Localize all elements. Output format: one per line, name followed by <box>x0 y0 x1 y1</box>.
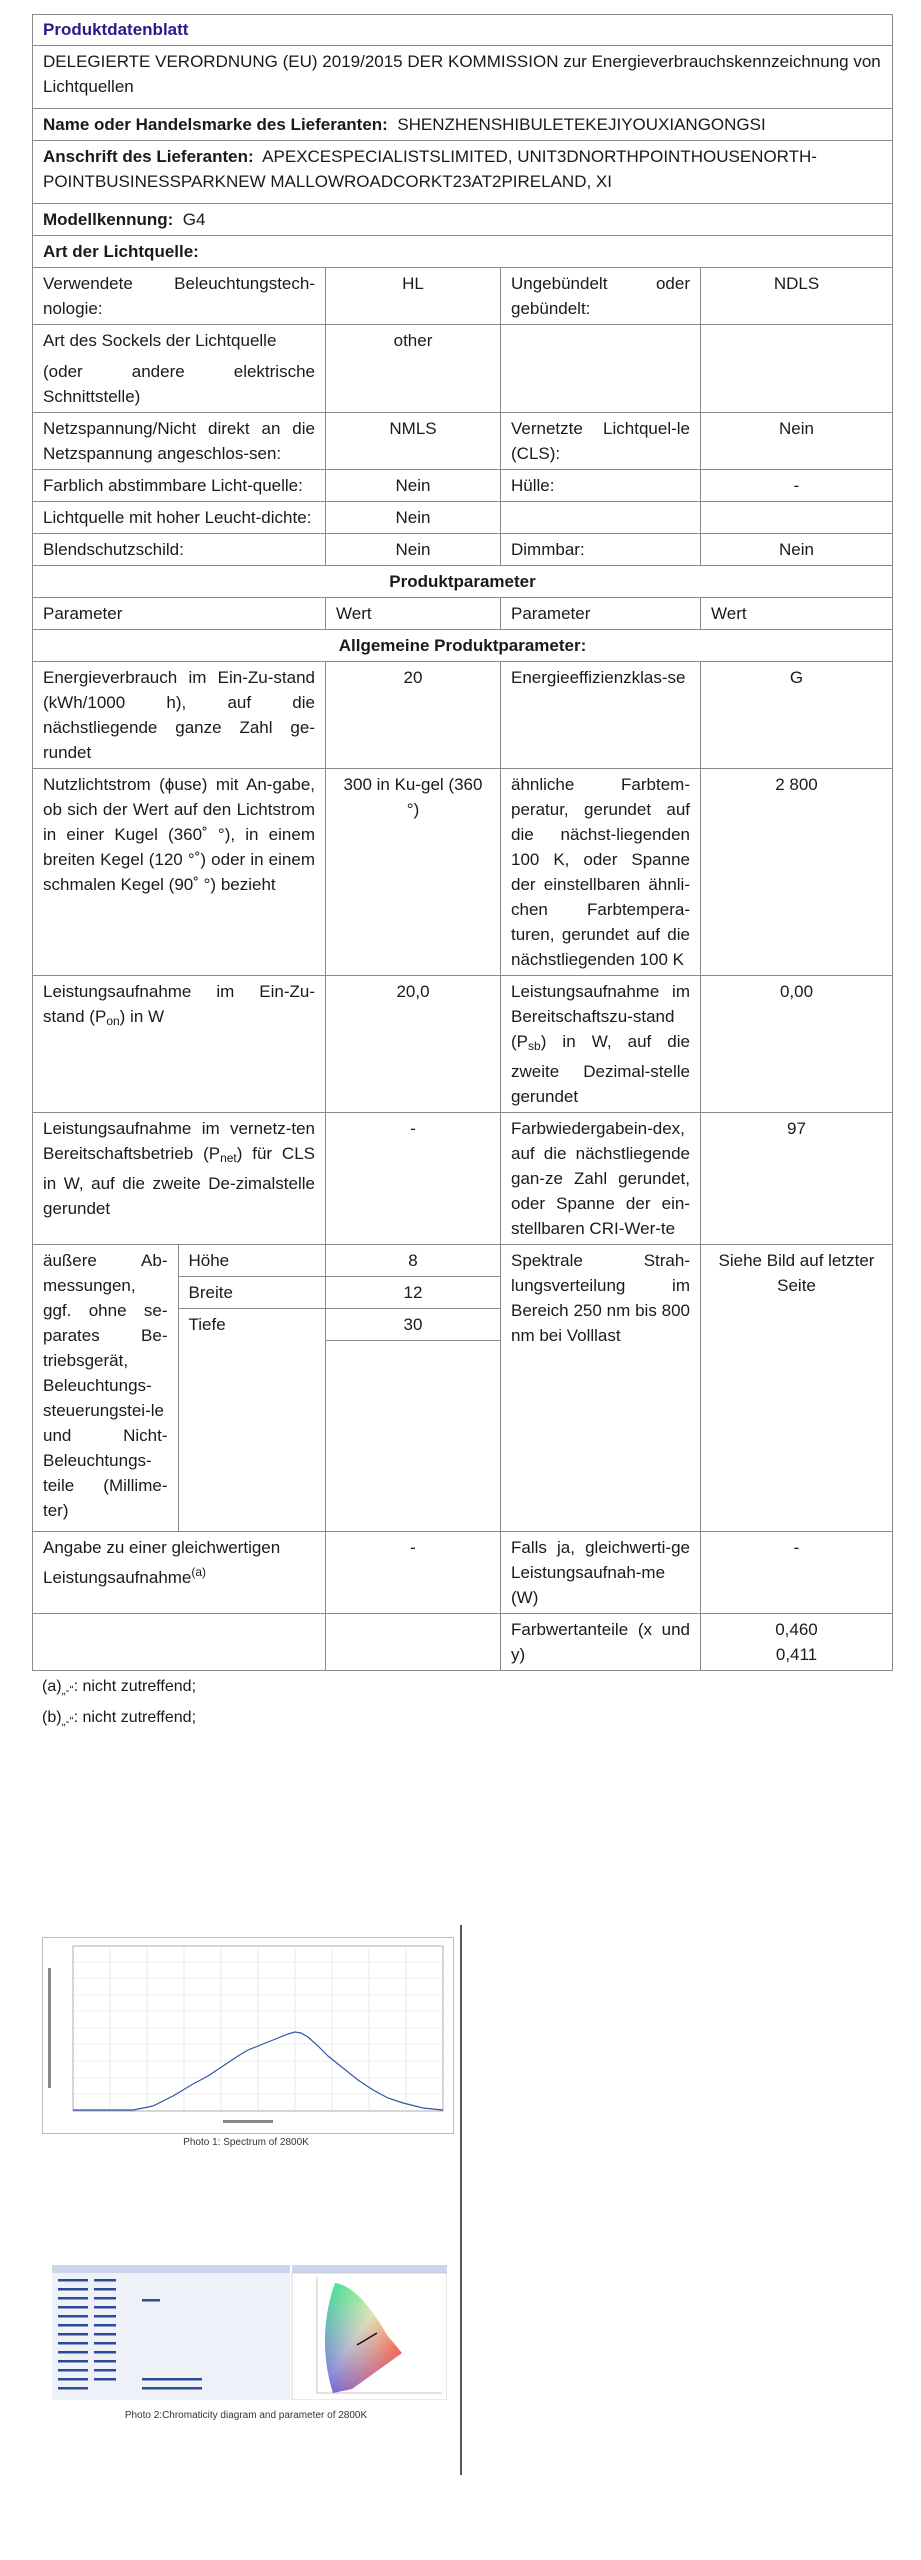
flux-row <box>33 769 893 976</box>
equivalent-footnote-mark: (a) <box>191 1565 207 1579</box>
spectrum-caption: Photo 1: Spectrum of 2800K <box>183 2137 309 2148</box>
pon-label-unit: ) in W <box>119 1007 165 1026</box>
cri-value: 97 <box>701 1113 893 1245</box>
equivalent-row <box>33 1532 893 1614</box>
model-row <box>33 204 893 236</box>
footnote-b-mark: (b) <box>42 1709 62 1726</box>
footnote-b-dash: „-“ <box>61 1714 74 1728</box>
mains-label: Netzspannung/Nicht direkt an die Netzspannung angeschlos-sen: <box>33 413 326 470</box>
spectral-label: Spektrale Strah-lungsverteilung im Bereich 250 nm bis 800 nm bei Volllast <box>501 1245 701 1532</box>
tech-value: HL <box>326 268 501 325</box>
socket-row <box>33 325 893 413</box>
empty-cell <box>326 1614 501 1671</box>
height-label: Höhe <box>178 1245 326 1277</box>
envelope-value: - <box>701 470 893 502</box>
width-label: Breite <box>178 1277 326 1309</box>
psb-label-text: Leistungsaufnahme im Bereitschaftszu-stand (P <box>511 982 690 1051</box>
empty-cell <box>501 502 701 534</box>
socket-label-line1: Art des Sockels der Lichtquelle <box>43 331 277 350</box>
pnet-row <box>33 1113 893 1245</box>
energy-class-label: Energieeffizienzklas-se <box>501 662 701 769</box>
address-label: Anschrift des Lieferanten: <box>43 147 254 166</box>
socket-label-line2: (oder andere elektrische Schnittstelle) <box>43 362 315 406</box>
regulation-text: DELEGIERTE VERORDNUNG (EU) 2019/2015 DER KOMMISSION zur Energieverbrauchskennzeichnung von Lichtquellen <box>33 46 893 109</box>
equivalent-label-text: Angabe zu einer gleichwertigen Leistungsaufnahme <box>43 1538 281 1587</box>
tech-row <box>33 268 893 325</box>
col-header-parameter: Parameter <box>33 598 326 630</box>
cri-label: Farbwiedergabein-dex, auf die nächstliegende gan-ze Zahl gerundet, oder Spanne der ein-stellbaren CRI-Wer-te <box>501 1113 701 1245</box>
column-header-row <box>33 598 893 630</box>
depth-label: Tiefe <box>188 1315 226 1334</box>
chromaticity-diagram-image <box>52 2265 447 2400</box>
color-label: Farblich abstimmbare Licht-quelle: <box>33 470 326 502</box>
psb-label <box>501 976 701 1113</box>
chromaticity-x: 0,460 <box>775 1620 818 1639</box>
dimensions-row <box>33 1245 893 1532</box>
energy-class-value: G <box>701 662 893 769</box>
chromaticity-caption: Photo 2:Chromaticity diagram and parameter of 2800K <box>124 2410 368 2421</box>
antiglare-label: Blendschutzschild: <box>33 534 326 566</box>
chromaticity-row <box>33 1614 893 1671</box>
socket-value: other <box>326 325 501 413</box>
cls-label: Vernetzte Lichtquel-le (CLS): <box>501 413 701 470</box>
envelope-label: Hülle: <box>501 470 701 502</box>
energy-label: Energieverbrauch im Ein-Zu-stand (kWh/1000 h), auf die nächstliegende ganze Zahl ge-rundet <box>33 662 326 769</box>
footnote-b-text: : nicht zutreffend; <box>73 1709 197 1726</box>
cct-label: ähnliche Farbtem-peratur, gerundet auf die nächst-liegenden 100 K, oder Spanne der einstellbaren ähnli-chen Farbtempera-turen, gerundet auf die nächstliegenden 100 K <box>501 769 701 976</box>
empty-cell <box>701 502 893 534</box>
pon-subscript: on <box>106 1014 120 1028</box>
psb-label-unit: ) in W, auf die zweite Dezimal-stelle gerundet <box>511 1032 690 1106</box>
psb-value: 0,00 <box>701 976 893 1113</box>
spectral-value: Siehe Bild auf letzter Seite <box>701 1245 893 1532</box>
dimensions-cell <box>33 1245 326 1532</box>
page-title: Produktdatenblatt <box>33 15 893 46</box>
tech-label: Verwendete Beleuchtungstech-nologie: <box>33 268 326 325</box>
col-header-value: Wert <box>701 598 893 630</box>
pon-label-text: Leistungsaufnahme im Ein-Zu-stand (P <box>43 982 315 1026</box>
dimensions-values <box>326 1245 501 1532</box>
light-source-type-label: Art der Lichtquelle: <box>33 236 893 268</box>
socket-label <box>33 325 326 413</box>
pnet-label <box>33 1113 326 1245</box>
flux-value: 300 in Ku-gel (360 °) <box>326 769 501 976</box>
product-data-sheet <box>32 14 892 1733</box>
pnet-subscript: net <box>220 1151 237 1165</box>
width-value: 12 <box>326 1277 500 1309</box>
footnote-a-text: : nicht zutreffend; <box>73 1678 197 1695</box>
section-title: Produktparameter <box>33 566 893 598</box>
pnet-label-text: Leistungsaufnahme im vernetz-ten Bereitschaftsbetrieb (P <box>43 1119 315 1163</box>
dimmable-value: Nein <box>701 534 893 566</box>
address-row <box>33 141 893 204</box>
supplier-value: SHENZHENSHIBULETEKEJIYOUXIANGONGSI <box>397 115 766 134</box>
color-value: Nein <box>326 470 501 502</box>
depth-value: 30 <box>326 1309 500 1341</box>
equivalent-label <box>33 1532 326 1614</box>
pon-label <box>33 976 326 1113</box>
footnote-a <box>42 1675 892 1702</box>
chromaticity-label: Farbwertanteile (x und y) <box>501 1614 701 1671</box>
empty-cell <box>33 1614 326 1671</box>
footnote-b <box>42 1706 892 1733</box>
chromaticity-y: 0,411 <box>775 1645 818 1664</box>
empty-cell <box>701 325 893 413</box>
antiglare-value: Nein <box>326 534 501 566</box>
header-table <box>32 14 893 268</box>
energy-value: 20 <box>326 662 501 769</box>
energy-row <box>33 662 893 769</box>
bundled-label: Ungebündelt oder gebündelt: <box>501 268 701 325</box>
mains-row <box>33 413 893 470</box>
address-value: APEXCESPECIALISTSLIMITED, UNIT3DNORTHPOINTHOUSENORTH-POINTBUSINESSPARKNEW MALLOWROADCORKT23AT2PIRELAND, XI <box>43 147 817 191</box>
footnote-a-mark: (a) <box>42 1678 62 1695</box>
col-header-value: Wert <box>326 598 501 630</box>
supplier-label: Name oder Handelsmarke des Lieferanten: <box>43 115 388 134</box>
bundled-value: NDLS <box>701 268 893 325</box>
dimensions-label: äußere Ab-messungen, ggf. ohne se-parates Be-triebsgerät, Beleuchtungs-steuerungstei-le und Nicht-Beleuchtungs-teile (Millime-ter) <box>33 1245 178 1531</box>
antiglare-row <box>33 534 893 566</box>
supplier-row <box>33 109 893 141</box>
equivalent-power-label: Falls ja, gleichwerti-ge Leistungsaufnah-me (W) <box>501 1532 701 1614</box>
dimmable-label: Dimmbar: <box>501 534 701 566</box>
spectrum-image-area <box>32 1925 462 2475</box>
flux-label: Nutzlichtstrom (ϕuse) mit An-gabe, ob sich der Wert auf den Lichtstrom in einer Kugel (360˚ °), in einem breiten Kegel (120 °˚) oder in einem schmalen Kegel (90˚ °) bezieht <box>33 769 326 976</box>
high-luminance-label: Lichtquelle mit hoher Leucht-dichte: <box>33 502 326 534</box>
general-params-title: Allgemeine Produktparameter: <box>33 630 893 662</box>
pon-row <box>33 976 893 1113</box>
col-header-parameter: Parameter <box>501 598 701 630</box>
spectrum-chart-image <box>42 1937 454 2134</box>
pnet-label-unit: ) für CLS in W, auf die zweite De-zimalstelle gerundet <box>43 1144 315 1218</box>
equivalent-power-value: - <box>701 1532 893 1614</box>
model-value: G4 <box>182 210 206 229</box>
psb-subscript: sb <box>528 1039 541 1053</box>
color-row <box>33 470 893 502</box>
cct-value: 2 800 <box>701 769 893 976</box>
footnote-a-dash: „-“ <box>61 1683 74 1697</box>
cls-value: Nein <box>701 413 893 470</box>
pnet-value: - <box>326 1113 501 1245</box>
mains-value: NMLS <box>326 413 501 470</box>
dimensions-table <box>33 1245 326 1531</box>
empty-cell <box>501 325 701 413</box>
equivalent-value: - <box>326 1532 501 1614</box>
chromaticity-values <box>701 1614 893 1671</box>
high-luminance-row <box>33 502 893 534</box>
height-value: 8 <box>326 1245 500 1277</box>
pon-value: 20,0 <box>326 976 501 1113</box>
model-label: Modellkennung: <box>43 210 174 229</box>
light-source-table <box>32 267 893 1671</box>
high-luminance-value: Nein <box>326 502 501 534</box>
